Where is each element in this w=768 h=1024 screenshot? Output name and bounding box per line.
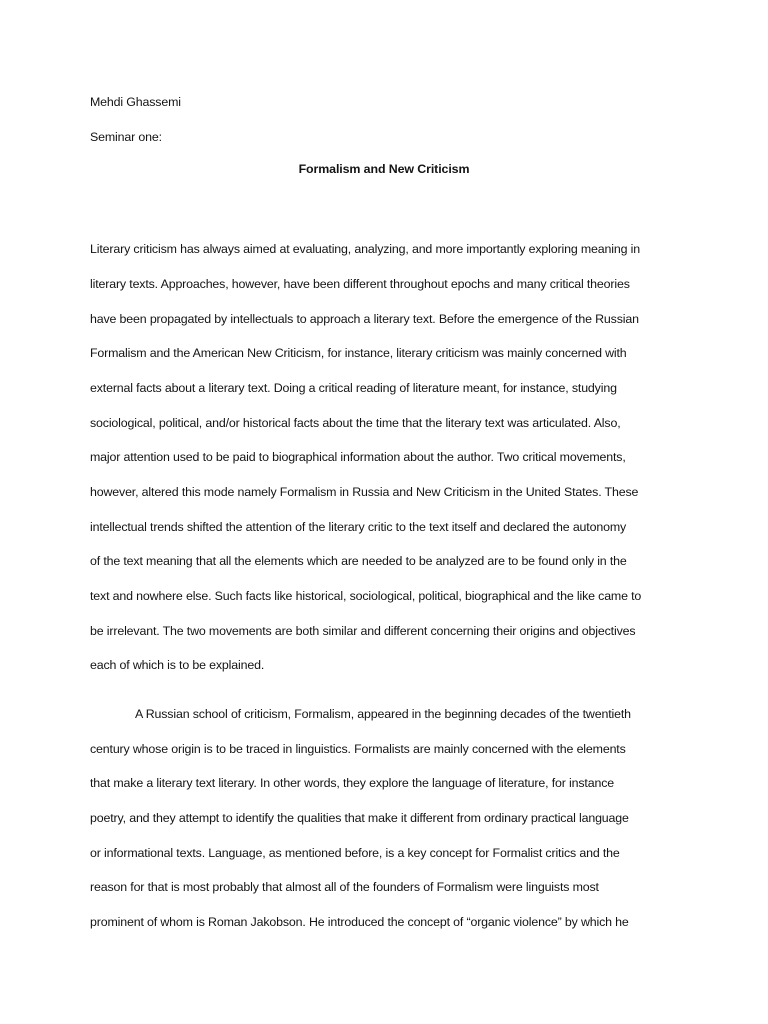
- text-line: literary texts. Approaches, however, have been different throughout epochs and many critical theories: [90, 277, 630, 291]
- text-line: text and nowhere else. Such facts like historical, sociological, political, biographical and the like came to: [90, 589, 642, 603]
- document-title: Formalism and New Criticism: [298, 162, 470, 176]
- text-line: external facts about a literary text. Doing a critical reading of literature meant, for instance, studying: [90, 381, 617, 395]
- text-line: or informational texts. Language, as mentioned before, is a key concept for Formalist critics and the: [90, 846, 620, 860]
- text-line: each of which is to be explained.: [90, 658, 265, 672]
- text-line: A Russian school of criticism, Formalism, appeared in the beginning decades of the twentieth: [135, 707, 631, 721]
- text-line: have been propagated by intellectuals to approach a literary text. Before the emergence of the Russian: [90, 312, 639, 326]
- text-line: Literary criticism has always aimed at evaluating, analyzing, and more importantly exploring meaning in: [90, 242, 640, 256]
- text-line: of the text meaning that all the elements which are needed to be analyzed are to be found only in the: [90, 554, 627, 568]
- seminar-label: Seminar one:: [90, 130, 162, 144]
- text-line: Formalism and the American New Criticism, for instance, literary criticism was mainly concerned with: [90, 346, 627, 360]
- text-line: prominent of whom is Roman Jakobson. He introduced the concept of “organic violence” by which he: [90, 915, 629, 929]
- author-name: Mehdi Ghassemi: [90, 95, 181, 109]
- text-line: major attention used to be paid to biographical information about the author. Two critical movements,: [90, 450, 626, 464]
- text-line: reason for that is most probably that almost all of the founders of Formalism were linguists most: [90, 880, 599, 894]
- text-line: poetry, and they attempt to identify the qualities that make it different from ordinary practical language: [90, 811, 629, 825]
- text-line: century whose origin is to be traced in linguistics. Formalists are mainly concerned with the elements: [90, 742, 626, 756]
- text-line: be irrelevant. The two movements are both similar and different concerning their origins and objectives: [90, 624, 636, 638]
- text-line: that make a literary text literary. In other words, they explore the language of literature, for instance: [90, 776, 614, 790]
- text-line: intellectual trends shifted the attention of the literary critic to the text itself and declared the autonomy: [90, 520, 627, 534]
- text-line: however, altered this mode namely Formalism in Russia and New Criticism in the United States. These: [90, 485, 639, 499]
- text-line: sociological, political, and/or historical facts about the time that the literary text was articulated. Also,: [90, 416, 621, 430]
